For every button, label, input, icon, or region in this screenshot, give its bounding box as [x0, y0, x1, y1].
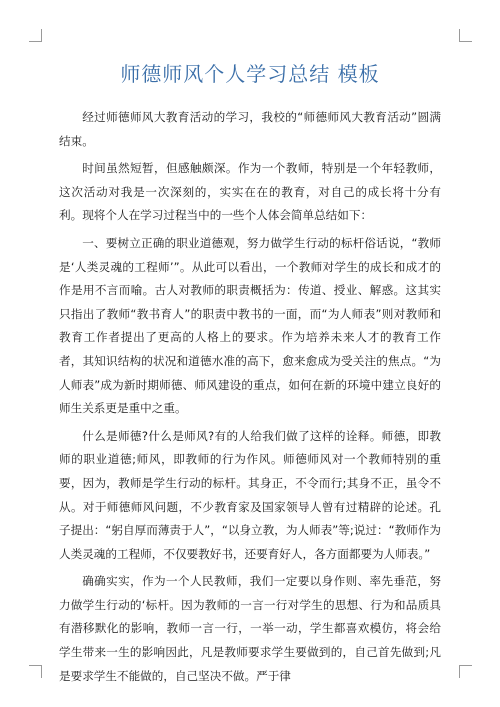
page-corner-mark-top-left — [29, 29, 42, 42]
paragraph: 一、要树立正确的职业道德观，努力做学生行动的标杆俗话说，“教师是‘人类灵魂的工程师’”。从此可以看出，一个教师对学生的成长和成才的作是用不言而喻。古人对教师的职责概括为：传道、授业、解惑。这其实只指出了教师“教书育人”的职责中教书的一面，而“为人师表”则对教师和教育工作者提出了更高的人格上的要求。作为培养未来人才的教育工作者，其知识结构的状况和道德水准的高下，愈来愈成为受关注的焦点。“为人师表”成为新时期师德、师风建设的重点，如何在新的环境中建立良好的师生关系更是重中之重。 — [59, 235, 441, 416]
paragraph: 确确实实，作为一个人民教师，我们一定要以身作则、率先垂范，努力做学生行动的‘标杆。因为教师的一言一行对学生的思想、行为和品质具有潜移默化的影响，教师一言一行，一举一动，学生都喜欢模仿，将会给学生带来一生的影响因此，凡是教师要求学生要做到的，自己首先做到;凡是要求学生不能做的，自己坚决不做。严于律 — [59, 574, 441, 683]
document-body — [59, 106, 441, 692]
paragraph: 什么是师德?什么是师风?有的人给我们做了这样的诠释。师德，即教师的职业道德;师风，即教师的行为作风。师德师风对一个教师特别的重要，因为，教师是学生行动的标杆。其身正，不令而行;其身不正，虽令不从。对于师德师风问题，不少教育家及国家领导人曾有过精辟的论述。孔子提出：“躬自厚而薄责于人”，“以身立教，为人师表”等;说过：“教师作为人类灵魂的工程师，不仅要教好书，还要育好人，各方面都要为人师表。” — [59, 428, 441, 561]
page-corner-mark-top-right — [459, 29, 472, 42]
document-title: 师德师风个人学习总结 模板 — [120, 62, 380, 86]
paragraph: 时间虽然短暂，但感触颇深。作为一个教师，特别是一个年轻教师，这次活动对我是一次深刻的，实实在在的教育，对自己的成长将十分有利。现将个人在学习过程当中的一些个人体会简单总结如下： — [59, 161, 441, 223]
page-corner-mark-bottom-left — [29, 665, 42, 678]
page-corner-mark-bottom-right — [459, 665, 472, 678]
paragraph: 经过师德师风大教育活动的学习，我校的“师德师风大教育活动”圆满结束。 — [59, 110, 441, 148]
